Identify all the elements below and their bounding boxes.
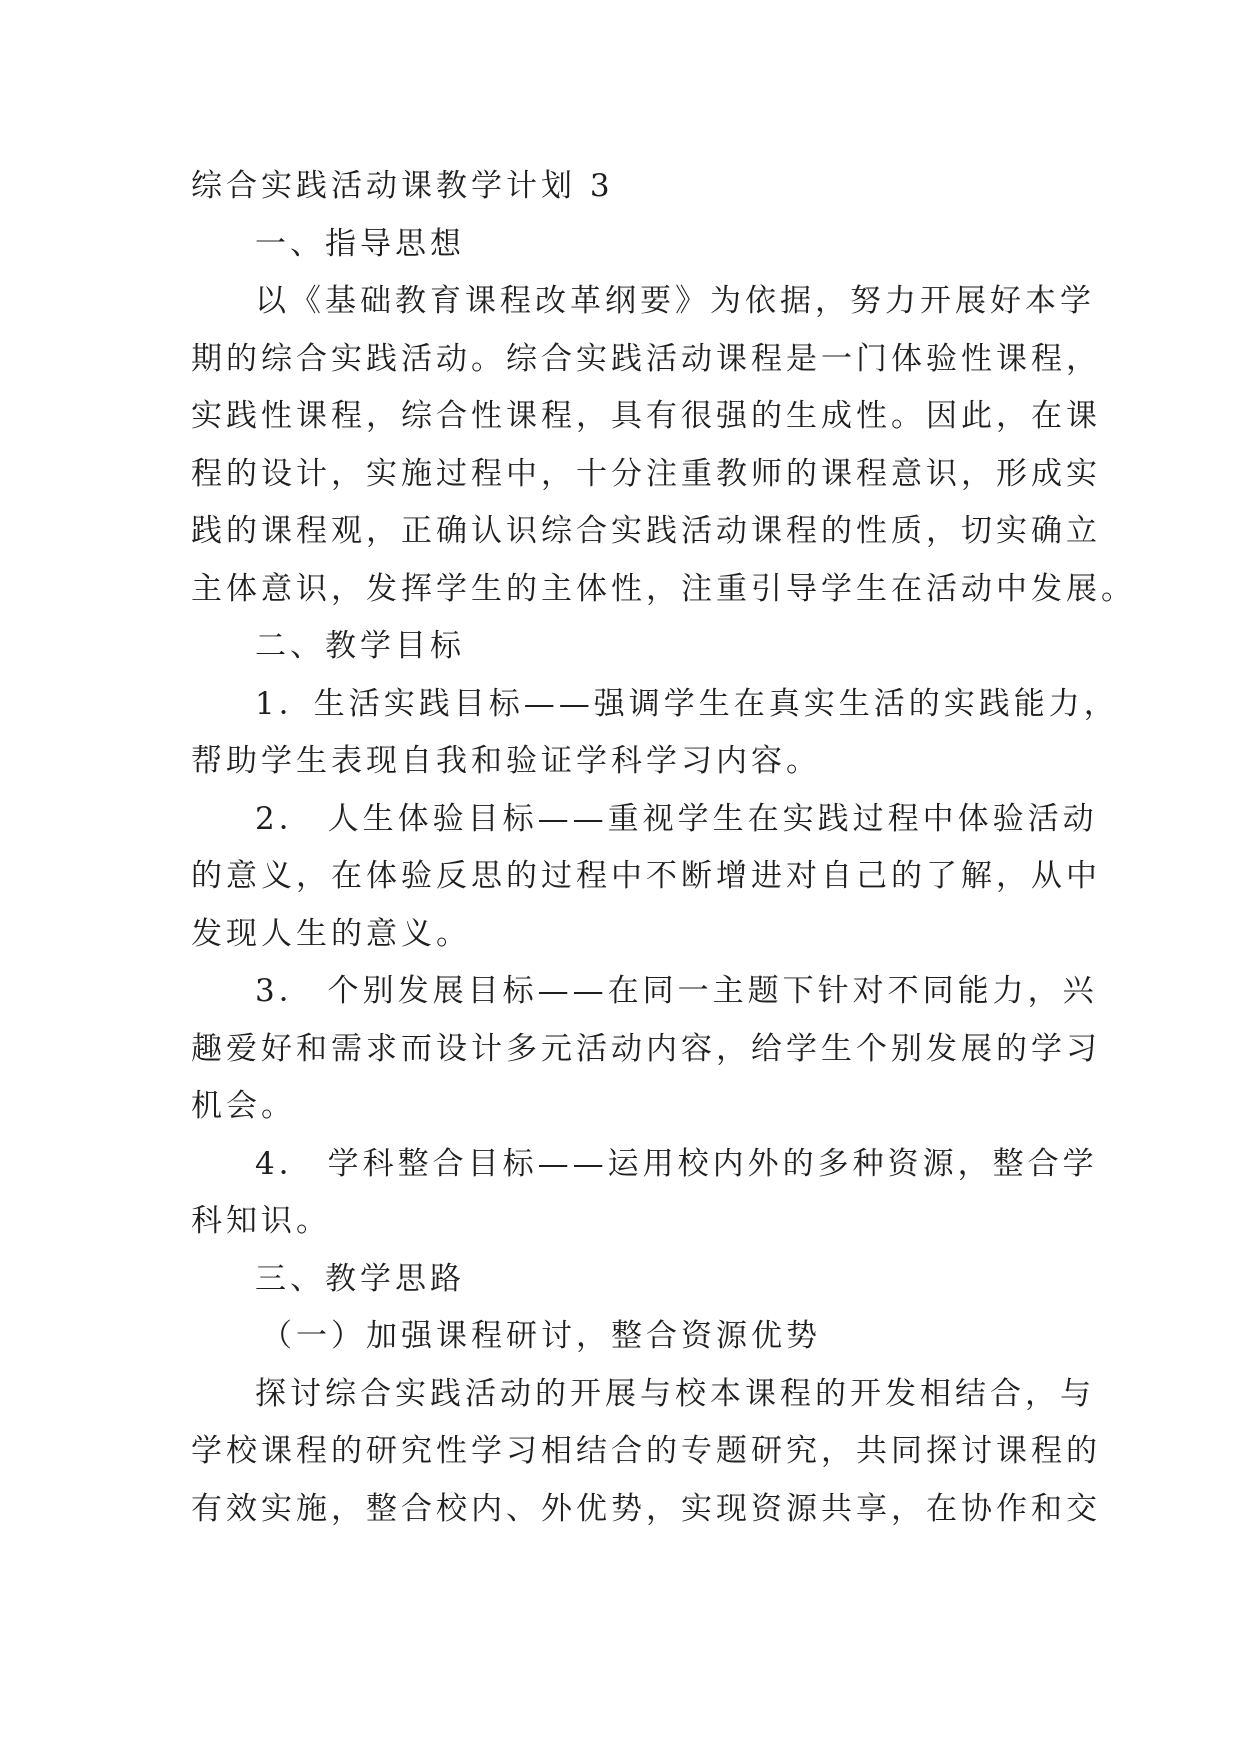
paragraph-line: 主体意识，发挥学生的主体性，注重引导学生在活动中发展。 (191, 570, 1136, 607)
section-heading-teaching-goals: 二、教学目标 (255, 628, 465, 664)
list-item-line: 机会。 (191, 1088, 296, 1124)
list-item-line: 发现人生的意义。 (191, 915, 471, 952)
paragraph-line: 期的综合实践活动。综合实践活动课程是一门体验性课程， (191, 340, 1101, 377)
document-body (191, 158, 1136, 1538)
paragraph-line: 程的设计，实施过程中，十分注重教师的课程意识，形成实 (191, 455, 1101, 492)
paragraph-line: 学校课程的研究性学习相结合的专题研究，共同探讨课程的 (191, 1433, 1101, 1469)
list-item-line: 4． 学科整合目标——运用校内外的多种资源，整合学 (255, 1145, 1098, 1182)
paragraph-line: 以《基础教育课程改革纲要》为依据，努力开展好本学 (255, 283, 1095, 319)
list-item-line: 3． 个别发展目标——在同一主题下针对不同能力，兴 (255, 973, 1098, 1009)
subsection-heading: （一）加强课程研讨，整合资源优势 (261, 1318, 821, 1354)
list-item-line: 帮助学生表现自我和验证学科学习内容。 (191, 743, 821, 779)
paragraph-line: 有效实施，整合校内、外优势，实现资源共享，在协作和交 (191, 1490, 1101, 1527)
document-title: 综合实践活动课教学计划 3 (191, 168, 614, 204)
paragraph-line: 践的课程观，正确认识综合实践活动课程的性质，切实确立 (191, 513, 1101, 549)
list-item-line: 1．生活实践目标——强调学生在真实生活的实践能力， (255, 685, 1119, 722)
paragraph-line: 实践性课程，综合性课程，具有很强的生成性。因此，在课 (191, 398, 1101, 434)
section-heading-guiding-ideology: 一、指导思想 (255, 225, 465, 262)
list-item-line: 趣爱好和需求而设计多元活动内容，给学生个别发展的学习 (191, 1030, 1101, 1067)
list-item-line: 2． 人生体验目标——重视学生在实践过程中体验活动 (255, 800, 1098, 837)
list-item-line: 的意义，在体验反思的过程中不断增进对自己的了解，从中 (191, 858, 1101, 894)
list-item-line: 科知识。 (191, 1203, 331, 1239)
section-heading-teaching-approach: 三、教学思路 (255, 1260, 465, 1297)
paragraph-line: 探讨综合实践活动的开展与校本课程的开发相结合，与 (255, 1375, 1095, 1412)
